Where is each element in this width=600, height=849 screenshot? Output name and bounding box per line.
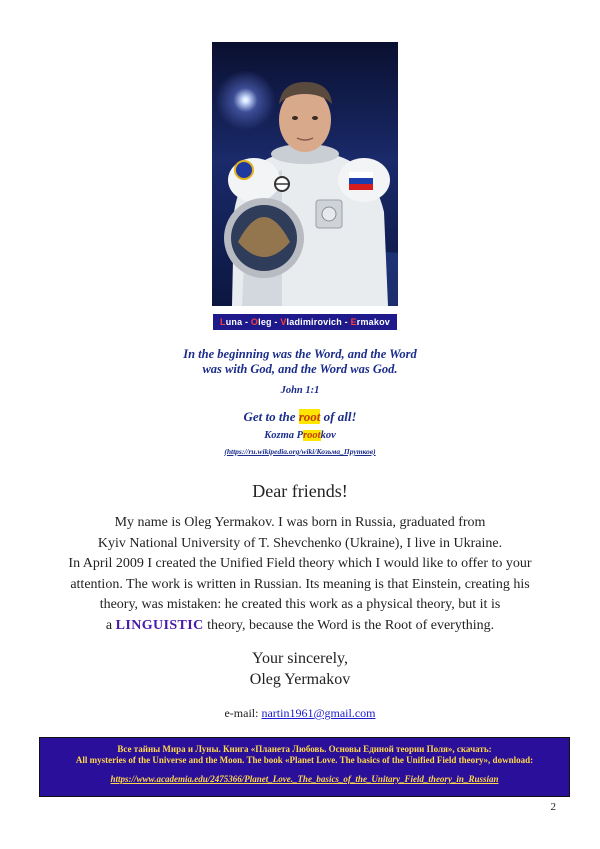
slogan-root-highlight: root: [298, 409, 321, 424]
quote-line-2: was with God, and the Word was God.: [202, 362, 398, 376]
download-banner: [39, 737, 570, 797]
linguistic-emphasis: LINGUISTIC: [115, 617, 204, 633]
email-label: e-mail:: [224, 706, 262, 720]
name-luna: una: [225, 317, 243, 327]
quote-line-1: In the beginning was the Word, and the Word: [183, 347, 417, 361]
initial-v: V: [280, 317, 287, 327]
author-pre: Kozma P: [264, 430, 304, 441]
body-line-6-post: theory, because the Word is the Root of everything.: [203, 617, 495, 633]
author-post: kov: [320, 430, 336, 441]
quote-reference: John 1:1: [280, 385, 320, 396]
initial-e: E: [350, 317, 357, 327]
body-line-4: attention. The work is written in Russian. Its meaning is that Einstein, creating his: [70, 576, 530, 592]
closing: Your sincerely,: [252, 650, 348, 667]
slogan-author: [0, 430, 600, 441]
name-ermakov: rmakov: [356, 317, 390, 327]
separator: -: [271, 317, 281, 327]
letter-body: [44, 513, 556, 636]
signature-name: Oleg Yermakov: [249, 671, 351, 688]
body-line-6-pre: a: [105, 617, 116, 633]
slogan-pre: Get to the: [243, 409, 299, 424]
name-oleg: leg: [258, 317, 272, 327]
author-root-highlight: root: [303, 430, 321, 441]
body-line-1: My name is Oleg Yermakov. I was born in Russia, graduated from: [114, 515, 486, 530]
root-slogan: [0, 409, 600, 425]
separator: -: [242, 317, 251, 327]
email-line: [0, 706, 600, 721]
name-caption-bar: [213, 314, 397, 330]
initial-o: O: [250, 317, 259, 327]
separator: -: [341, 317, 351, 327]
slogan-post: of all!: [320, 409, 357, 424]
signature-block: [0, 648, 600, 690]
body-line-2: Kyiv National University of T. Shevchenko (Ukraine), I live in Ukraine.: [97, 535, 503, 551]
body-line-6: [44, 616, 556, 637]
astronaut-photo: [212, 42, 398, 306]
page-number: 2: [550, 801, 556, 813]
greeting: Dear friends!: [252, 481, 348, 501]
banner-line-russian: Все тайны Мира и Луны. Книга «Планета Любовь. Основы Единой теории Поля», скачать:: [117, 744, 492, 754]
email-link[interactable]: nartin1961@gmail.com: [261, 706, 376, 720]
initial-l: L: [220, 317, 226, 327]
wikipedia-link[interactable]: (https://ru.wikipedia.org/wiki/Козьма_Прутков): [224, 447, 376, 456]
astronaut-illustration: [212, 42, 398, 306]
academia-download-link[interactable]: https://www.academia.edu/2475366/Planet_Love._The_basics_of_the_Unitary_Field_theory_in_Russian: [110, 774, 499, 784]
body-line-3: In April 2009 I created the Unified Field theory which I would like to offer to your: [68, 556, 532, 571]
body-line-5: theory, was mistaken: he created this work as a physical theory, but it is: [99, 597, 501, 612]
name-vladimirovich: ladimirovich: [286, 317, 342, 327]
banner-line-english: All mysteries of the Universe and the Moon. The book «Planet Love. The basics of the Unified Field theory», download:: [75, 755, 534, 765]
bible-quote: [0, 347, 600, 377]
